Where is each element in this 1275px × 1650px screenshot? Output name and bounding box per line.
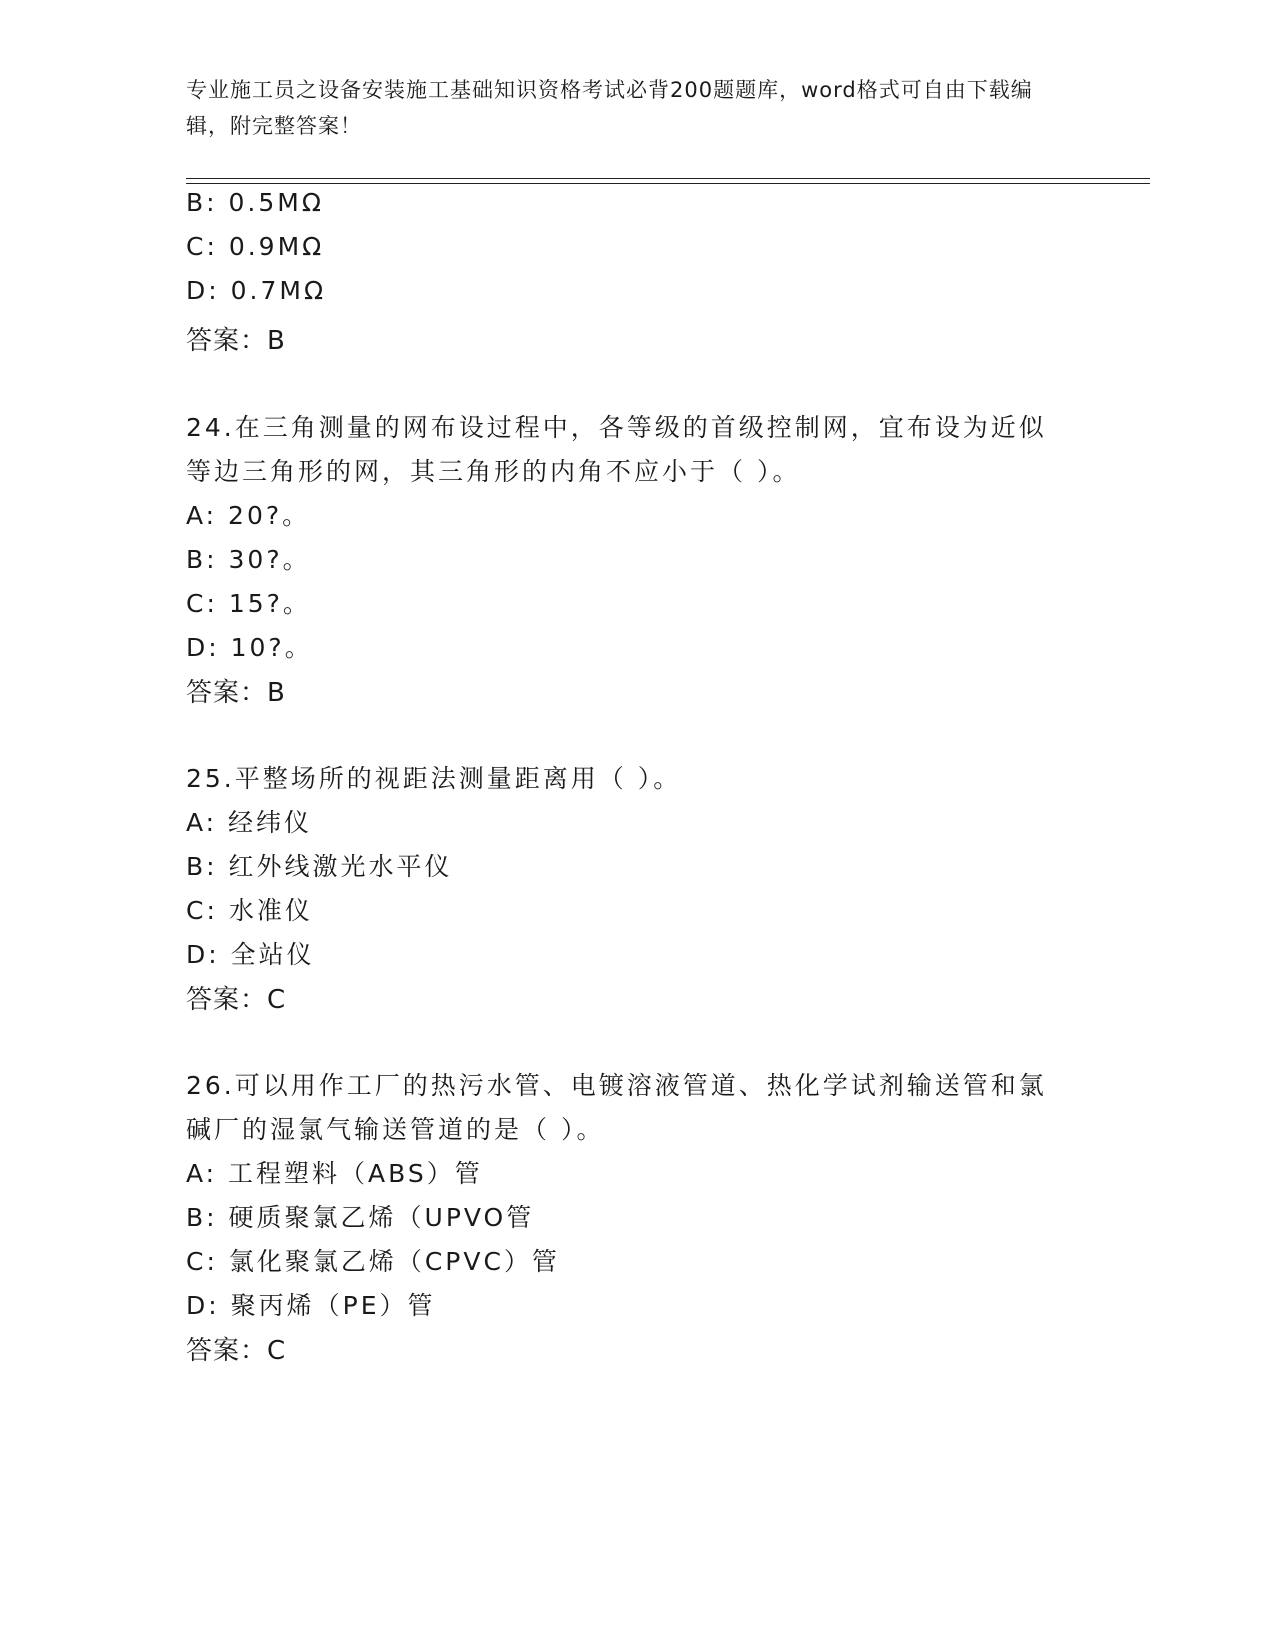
question-25-stem: 25.平整场所的视距法测量距离用（ ）。 (186, 764, 682, 793)
question-24-stem-line2: 等边三角形的网，其三角形的内角不应小于（ ）。 (186, 457, 801, 486)
question-26-stem-line1: 26.可以用作工厂的热污水管、电镀溶液管道、热化学试剂输送管和氯 (186, 1071, 1047, 1100)
header-divider-top (186, 178, 1150, 179)
option-b: B: 0.5MΩ (186, 188, 324, 217)
q25-option-d: D: 全站仪 (186, 940, 315, 969)
header-divider-bottom (186, 183, 1150, 184)
option-c: C: 0.9MΩ (186, 232, 325, 261)
q26-option-a: A: 工程塑料（ABS）管 (186, 1159, 483, 1188)
q26-option-c: C: 氯化聚氯乙烯（CPVC）管 (186, 1247, 560, 1276)
q25-option-c: C: 水准仪 (186, 896, 313, 925)
question-24-stem-line1: 24.在三角测量的网布设过程中，各等级的首级控制网，宜布设为近似 (186, 413, 1047, 442)
q24-option-a: A: 20?。 (186, 501, 311, 530)
q26-option-d: D: 聚丙烯（PE）管 (186, 1291, 436, 1320)
q25-option-b: B: 红外线激光水平仪 (186, 852, 453, 881)
q24-option-c: C: 15?。 (186, 589, 311, 618)
option-d: D: 0.7MΩ (186, 276, 327, 305)
q25-option-a: A: 经纬仪 (186, 808, 313, 837)
document-header: 专业施工员之设备安装施工基础知识资格考试必背200题题库，word格式可自由下载编辑，附完整答案！ (186, 78, 1033, 138)
q24-option-b: B: 30?。 (186, 545, 311, 574)
q25-answer: 答案：C (186, 985, 287, 1015)
answer-line: 答案：B (186, 326, 286, 356)
question-26-stem-line2: 碱厂的湿氯气输送管道的是（ ）。 (186, 1115, 605, 1144)
q24-answer: 答案：B (186, 678, 286, 708)
q24-option-d: D: 10?。 (186, 633, 313, 662)
q26-answer: 答案：C (186, 1336, 287, 1366)
q26-option-b: B: 硬质聚氯乙烯（UPVO管 (186, 1203, 535, 1232)
